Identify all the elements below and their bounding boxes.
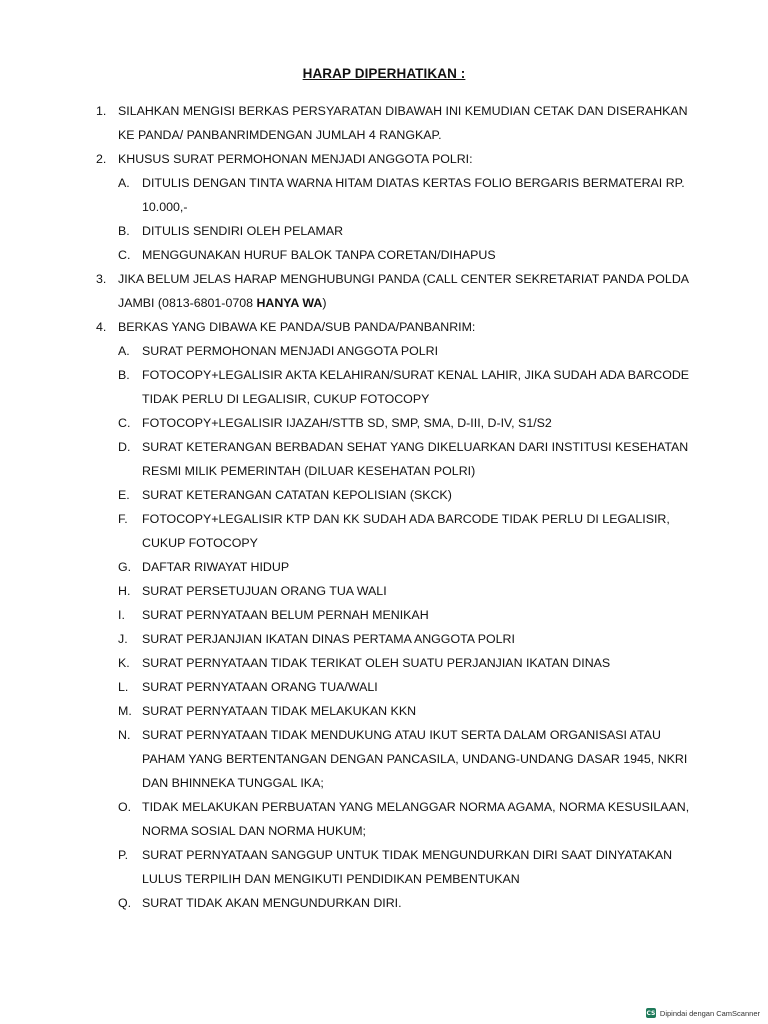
list-number: 1. — [96, 104, 107, 118]
sub-item — [118, 507, 696, 555]
page-title: HARAP DIPERHATIKAN : — [302, 66, 466, 81]
sub-letter: B. — [118, 368, 130, 382]
sub-letter: K. — [118, 656, 130, 670]
sub-letter: O. — [118, 800, 132, 814]
sub-text: SURAT PERNYATAAN SANGGUP UNTUK TIDAK MENGUNDURKAN DIRI SAAT DINYATAKAN LULUS TERPILIH DAN MENGIKUTI PENDIDIKAN PEMBENTUKAN — [142, 848, 673, 886]
sub-item — [118, 243, 696, 267]
sub-item — [118, 555, 696, 579]
list-item-3 — [96, 267, 696, 315]
sub-item — [118, 795, 696, 843]
sub-letter: N. — [118, 728, 131, 742]
sub-item — [118, 723, 696, 795]
list-item-text: BERKAS YANG DIBAWA KE PANDA/SUB PANDA/PANBANRIM: — [118, 320, 476, 334]
sub-letter: C. — [118, 248, 131, 262]
sub-text: SURAT PERSETUJUAN ORANG TUA WALI — [142, 584, 387, 598]
sub-text: FOTOCOPY+LEGALISIR IJAZAH/STTB SD, SMP, SMA, D-III, D-IV, S1/S2 — [142, 416, 552, 430]
list-number: 2. — [96, 152, 107, 166]
sub-item — [118, 675, 696, 699]
sub-text: FOTOCOPY+LEGALISIR KTP DAN KK SUDAH ADA BARCODE TIDAK PERLU DI LEGALISIR, CUKUP FOTOCOPY — [142, 512, 670, 550]
contact-note: HANYA WA — [256, 296, 323, 310]
sub-text: TIDAK MELAKUKAN PERBUATAN YANG MELANGGAR NORMA AGAMA, NORMA KESUSILAAN, NORMA SOSIAL DAN NORMA HUKUM; — [142, 800, 690, 838]
sub-item — [118, 171, 696, 219]
list-item-2 — [96, 147, 696, 267]
camscanner-watermark — [646, 1008, 760, 1018]
sub-text: SURAT KETERANGAN BERBADAN SEHAT YANG DIKELUARKAN DARI INSTITUSI KESEHATAN RESMI MILIK PEMERINTAH (DILUAR KESEHATAN POLRI) — [142, 440, 689, 478]
sub-letter: A. — [118, 344, 130, 358]
list-item-body — [118, 315, 696, 915]
sub-item — [118, 651, 696, 675]
sub-item — [118, 699, 696, 723]
sub-text: SURAT PERNYATAAN TIDAK TERIKAT OLEH SUATU PERJANJIAN IKATAN DINAS — [142, 656, 611, 670]
contact-text: JIKA BELUM JELAS HARAP MENGHUBUNGI PANDA (CALL CENTER SEKRETARIAT PANDA POLDA JAMBI (0813-6801-0708 — [118, 272, 689, 310]
sub-letter: Q. — [118, 896, 132, 910]
contact-text-end: ) — [322, 296, 327, 310]
list-number: 3. — [96, 272, 107, 286]
sub-letter: F. — [118, 512, 128, 526]
sub-text: DITULIS DENGAN TINTA WARNA HITAM DIATAS KERTAS FOLIO BERGARIS BERMATERAI RP. 10.000,- — [142, 176, 685, 214]
sub-item — [118, 627, 696, 651]
sub-letter: C. — [118, 416, 131, 430]
sub-text: SURAT PERNYATAAN BELUM PERNAH MENIKAH — [142, 608, 429, 622]
sub-letter: G. — [118, 560, 132, 574]
sub-list — [118, 339, 696, 915]
sub-list — [118, 171, 696, 267]
sub-text: SURAT KETERANGAN CATATAN KEPOLISIAN (SKCK) — [142, 488, 452, 502]
sub-text: SURAT PERNYATAAN TIDAK MELAKUKAN KKN — [142, 704, 417, 718]
sub-text: SURAT PERMOHONAN MENJADI ANGGOTA POLRI — [142, 344, 439, 358]
scanner-text: Dipindai dengan CamScanner — [659, 1008, 760, 1018]
sub-letter: H. — [118, 584, 131, 598]
sub-text: DITULIS SENDIRI OLEH PELAMAR — [142, 224, 344, 238]
sub-letter: L. — [118, 680, 129, 694]
sub-text: FOTOCOPY+LEGALISIR AKTA KELAHIRAN/SURAT KENAL LAHIR, JIKA SUDAH ADA BARCODE TIDAK PERLU DI LEGALISIR, CUKUP FOTOCOPY — [142, 368, 690, 406]
sub-item — [118, 579, 696, 603]
sub-letter: J. — [118, 632, 128, 646]
sub-letter: E. — [118, 488, 130, 502]
sub-text: SURAT TIDAK AKAN MENGUNDURKAN DIRI. — [142, 896, 402, 910]
list-item-text: SILAHKAN MENGISI BERKAS PERSYARATAN DIBAWAH INI KEMUDIAN CETAK DAN DISERAHKAN KE PANDA/ PANBANRIMDENGAN JUMLAH 4 RANGKAP. — [118, 104, 688, 142]
sub-text: SURAT PERNYATAAN ORANG TUA/WALI — [142, 680, 378, 694]
sub-letter: P. — [118, 848, 129, 862]
sub-text: SURAT PERJANJIAN IKATAN DINAS PERTAMA ANGGOTA POLRI — [142, 632, 515, 646]
list-item-text — [118, 267, 696, 315]
sub-letter: I. — [118, 608, 125, 622]
requirements-list — [96, 99, 696, 915]
sub-item — [118, 891, 696, 915]
list-item-text: KHUSUS SURAT PERMOHONAN MENJADI ANGGOTA POLRI: — [118, 152, 473, 166]
sub-letter: B. — [118, 224, 130, 238]
sub-letter: A. — [118, 176, 130, 190]
sub-item — [118, 843, 696, 891]
sub-item — [118, 363, 696, 411]
list-item-1 — [96, 99, 696, 147]
sub-item — [118, 219, 696, 243]
list-item-body — [118, 147, 696, 267]
sub-item — [118, 435, 696, 483]
camscanner-icon: CS — [646, 1009, 656, 1017]
sub-text: MENGGUNAKAN HURUF BALOK TANPA CORETAN/DIHAPUS — [142, 248, 496, 262]
list-number: 4. — [96, 320, 107, 334]
sub-letter: M. — [118, 704, 132, 718]
sub-item — [118, 603, 696, 627]
sub-text: SURAT PERNYATAAN TIDAK MENDUKUNG ATAU IKUT SERTA DALAM ORGANISASI ATAU PAHAM YANG BERTENTANGAN DENGAN PANCASILA, UNDANG-UNDANG DASAR 1945, NKRI DAN BHINNEKA TUNGGAL IKA; — [142, 728, 688, 790]
sub-item — [118, 411, 696, 435]
sub-item — [118, 339, 696, 363]
sub-text: DAFTAR RIWAYAT HIDUP — [142, 560, 290, 574]
list-item-4 — [96, 315, 696, 915]
sub-letter: D. — [118, 440, 131, 454]
sub-item — [118, 483, 696, 507]
